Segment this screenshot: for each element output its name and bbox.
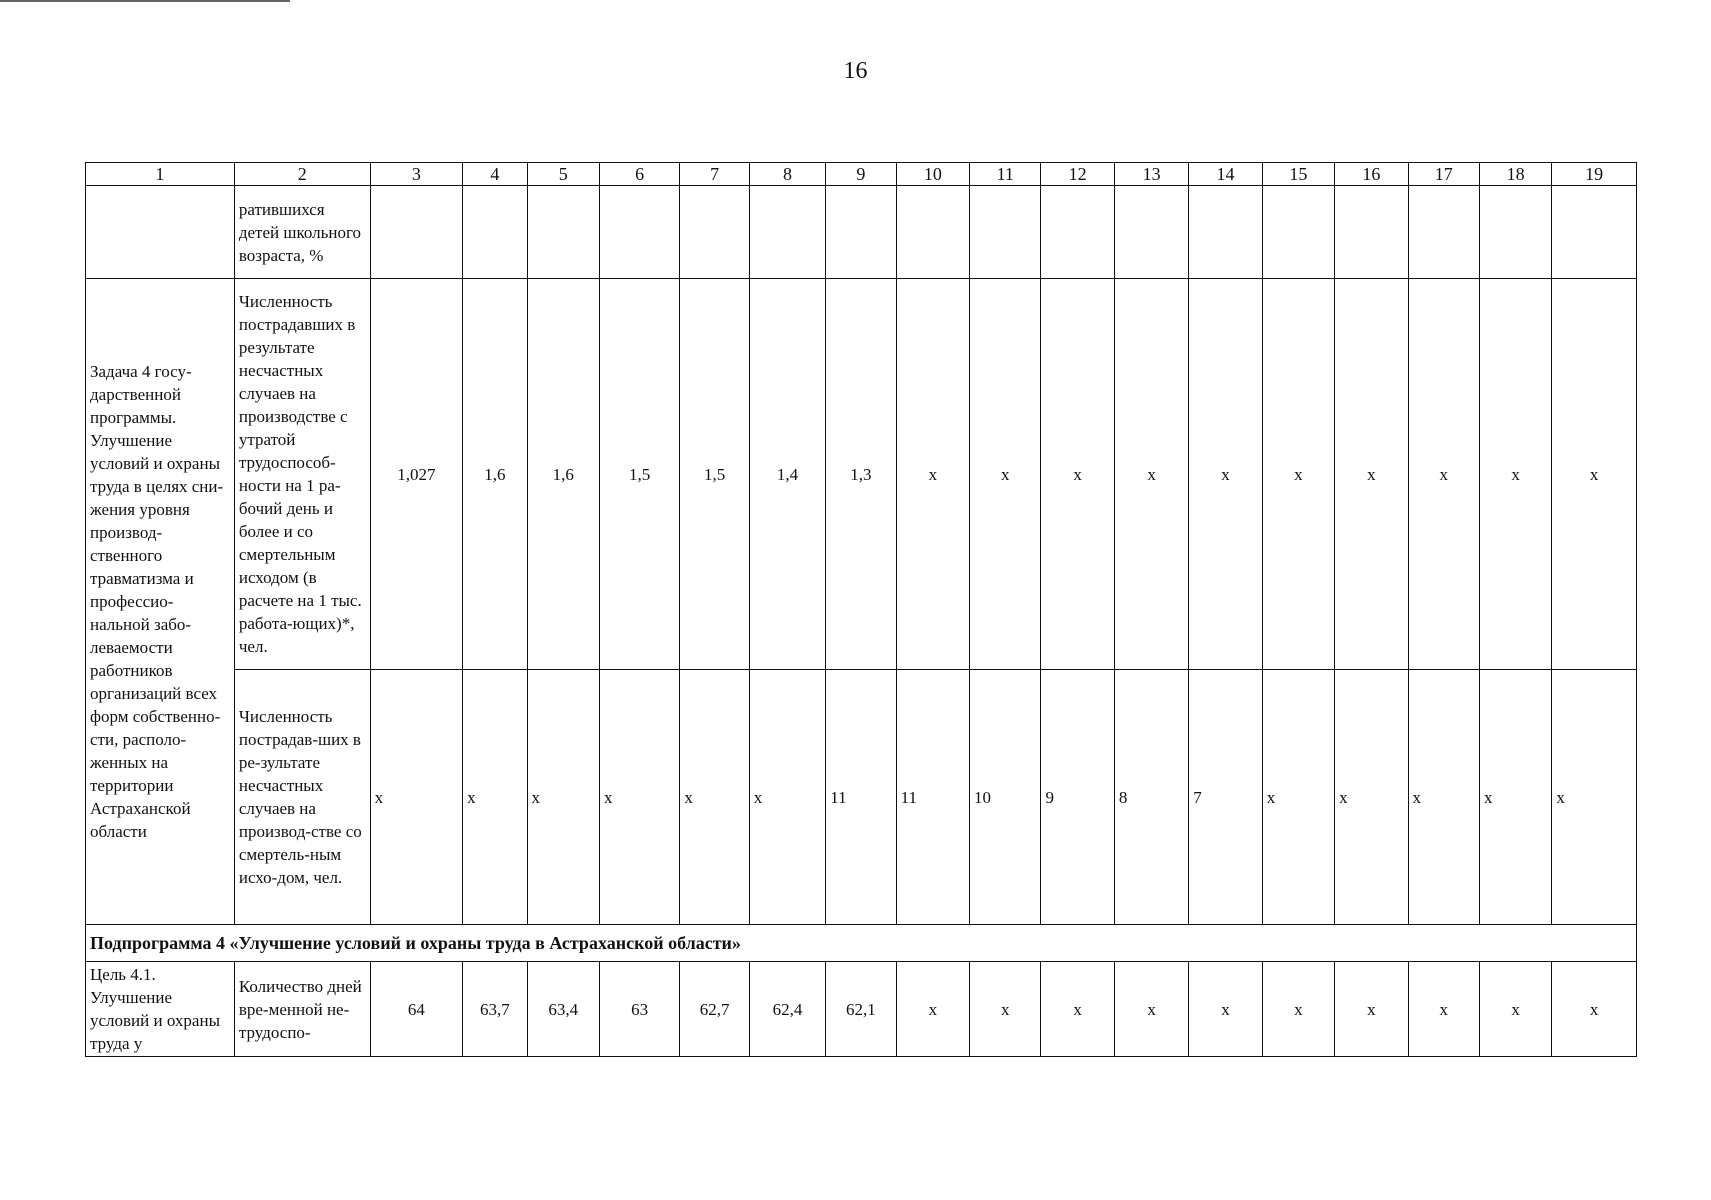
- value-cell: 64: [370, 962, 463, 1057]
- value-cell: x: [1408, 962, 1479, 1057]
- value-cell: x: [1041, 962, 1114, 1057]
- table-cell: [896, 186, 969, 279]
- column-header: 3: [370, 163, 463, 186]
- value-cell: 1,6: [463, 279, 527, 670]
- indicator-label: Численность пострадав-ших в ре-зультате несчастных случаев на производ-стве со смертель-ным исхо-дом, чел.: [234, 670, 370, 925]
- table-cell: [826, 186, 896, 279]
- indicator-label: Количество дней вре-менной не-трудоспо-: [234, 962, 370, 1057]
- value-cell: x: [1479, 670, 1551, 925]
- column-header: 6: [599, 163, 679, 186]
- column-header: 8: [749, 163, 825, 186]
- table-cell: [527, 186, 599, 279]
- value-cell: x: [896, 279, 969, 670]
- value-cell: 8: [1114, 670, 1188, 925]
- value-cell: x: [1408, 670, 1479, 925]
- task-cell: Задача 4 госу-дарственной программы. Улучшение условий и охраны труда в целях сни-жения уровня производ-ственного травматизма и профессио-нальной забо-леваемости работников организаций всех форм собственно-сти, располо-женных на территории Астраханской области: [86, 279, 235, 925]
- value-cell: x: [1335, 279, 1408, 670]
- table-cell: [970, 186, 1041, 279]
- value-cell: x: [680, 670, 749, 925]
- subprogram-title: Подпрограмма 4 «Улучшение условий и охраны труда в Астраханской области»: [86, 925, 1637, 962]
- value-cell: x: [1335, 962, 1408, 1057]
- column-header: 19: [1552, 163, 1637, 186]
- column-header: 4: [463, 163, 527, 186]
- table-cell: [370, 186, 463, 279]
- indicator-label: ратившихся детей школьного возраста, %: [234, 186, 370, 279]
- value-cell: x: [370, 670, 463, 925]
- indicators-table: [85, 162, 1637, 1057]
- column-header: 10: [896, 163, 969, 186]
- value-cell: 1,5: [599, 279, 679, 670]
- value-cell: 9: [1041, 670, 1114, 925]
- value-cell: x: [1262, 279, 1334, 670]
- table-row: [86, 962, 1637, 1057]
- value-cell: 63: [599, 962, 679, 1057]
- table-row: [86, 279, 1637, 670]
- value-cell: 1,027: [370, 279, 463, 670]
- value-cell: 1,3: [826, 279, 896, 670]
- value-cell: x: [599, 670, 679, 925]
- value-cell: x: [970, 279, 1041, 670]
- column-header: 9: [826, 163, 896, 186]
- table-cell: [1114, 186, 1188, 279]
- value-cell: 10: [970, 670, 1041, 925]
- page-number: 16: [843, 58, 868, 84]
- value-cell: x: [527, 670, 599, 925]
- column-header: 1: [86, 163, 235, 186]
- table-cell: [1479, 186, 1551, 279]
- value-cell: x: [1114, 962, 1188, 1057]
- value-cell: x: [970, 962, 1041, 1057]
- value-cell: 63,7: [463, 962, 527, 1057]
- goal-cell: Цель 4.1. Улучшение условий и охраны труда у: [86, 962, 235, 1057]
- table-row: [86, 670, 1637, 925]
- value-cell: x: [1408, 279, 1479, 670]
- table-cell: [680, 186, 749, 279]
- value-cell: 62,7: [680, 962, 749, 1057]
- column-header: 14: [1189, 163, 1262, 186]
- value-cell: x: [1552, 670, 1637, 925]
- value-cell: x: [1479, 962, 1551, 1057]
- value-cell: x: [1041, 279, 1114, 670]
- value-cell: 63,4: [527, 962, 599, 1057]
- value-cell: x: [1262, 670, 1334, 925]
- header-row: [86, 163, 1637, 186]
- value-cell: x: [1114, 279, 1188, 670]
- table-row: [86, 186, 1637, 279]
- value-cell: x: [896, 962, 969, 1057]
- table-cell: [1552, 186, 1637, 279]
- table-cell: [1335, 186, 1408, 279]
- value-cell: 62,4: [749, 962, 825, 1057]
- value-cell: x: [1335, 670, 1408, 925]
- value-cell: x: [1552, 962, 1637, 1057]
- table-cell: [1189, 186, 1262, 279]
- value-cell: 1,6: [527, 279, 599, 670]
- value-cell: 1,5: [680, 279, 749, 670]
- table-cell: [86, 186, 235, 279]
- value-cell: 1,4: [749, 279, 825, 670]
- value-cell: x: [1552, 279, 1637, 670]
- table-cell: [599, 186, 679, 279]
- top-rule: [0, 0, 290, 2]
- value-cell: 7: [1189, 670, 1262, 925]
- column-header: 5: [527, 163, 599, 186]
- value-cell: x: [1262, 962, 1334, 1057]
- value-cell: x: [463, 670, 527, 925]
- value-cell: x: [749, 670, 825, 925]
- table-cell: [749, 186, 825, 279]
- table-cell: [1408, 186, 1479, 279]
- indicator-label: Численность пострадавших в результате несчастных случаев на производстве с утратой трудоспособ-ности на 1 ра-бочий день и более и со смертельным исходом (в расчете на 1 тыс. работа-ющих)*, чел.: [234, 279, 370, 670]
- value-cell: x: [1479, 279, 1551, 670]
- column-header: 18: [1479, 163, 1551, 186]
- column-header: 12: [1041, 163, 1114, 186]
- table-cell: [1041, 186, 1114, 279]
- column-header: 11: [970, 163, 1041, 186]
- column-header: 17: [1408, 163, 1479, 186]
- column-header: 7: [680, 163, 749, 186]
- column-header: 2: [234, 163, 370, 186]
- value-cell: 11: [896, 670, 969, 925]
- value-cell: x: [1189, 962, 1262, 1057]
- value-cell: 11: [826, 670, 896, 925]
- column-header: 13: [1114, 163, 1188, 186]
- table-cell: [463, 186, 527, 279]
- value-cell: x: [1189, 279, 1262, 670]
- value-cell: 62,1: [826, 962, 896, 1057]
- table-cell: [1262, 186, 1334, 279]
- subprogram-row: [86, 925, 1637, 962]
- column-header: 15: [1262, 163, 1334, 186]
- column-header: 16: [1335, 163, 1408, 186]
